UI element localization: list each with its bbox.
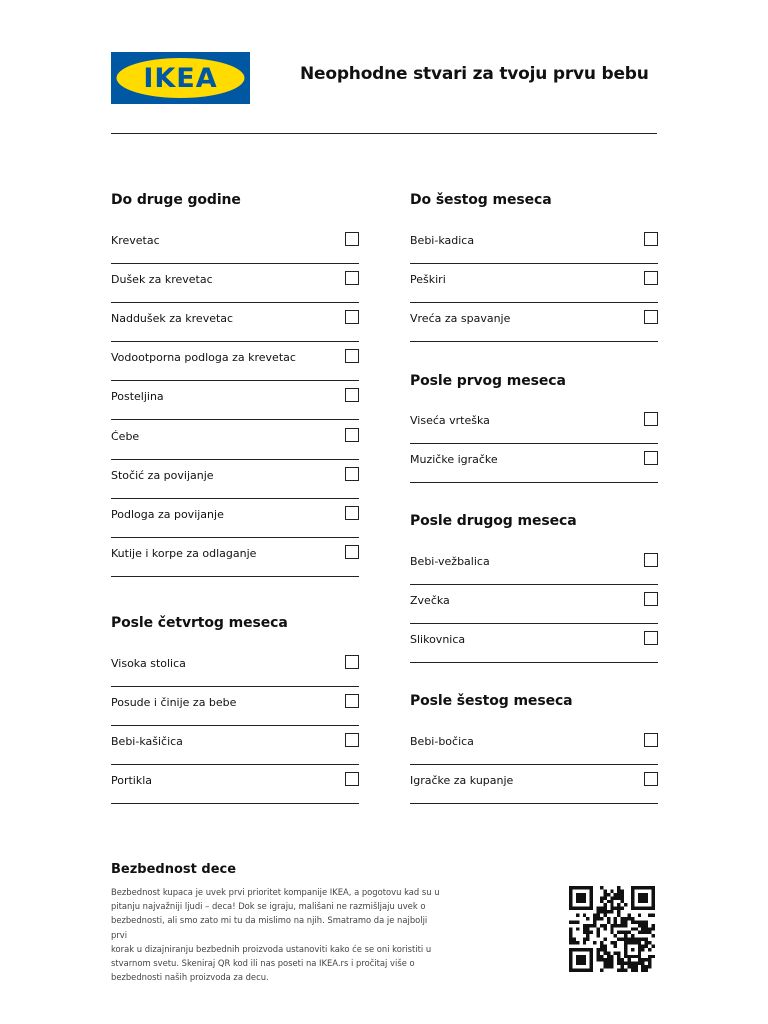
checkbox[interactable]: [644, 553, 658, 567]
checklist-item[interactable]: [410, 443, 658, 483]
checklist-item-label: Zvečka: [410, 594, 450, 607]
checklist-item[interactable]: [111, 459, 359, 499]
checkbox[interactable]: [345, 694, 359, 708]
checkbox[interactable]: [644, 451, 658, 465]
checkbox[interactable]: [644, 412, 658, 426]
checklist-item-label: Vreća za spavanje: [410, 312, 511, 325]
safety-title: Bezbednost dece: [111, 862, 237, 877]
qr-code-icon[interactable]: [568, 886, 656, 972]
section-title: Do druge godine: [111, 192, 241, 208]
checklist-item-label: Podloga za povijanje: [111, 508, 224, 521]
safety-line: bezbednosti, ali smo zato mi tu da mislimo na njih. Smatramo da je najbolji prvi: [111, 915, 428, 940]
checkbox[interactable]: [644, 631, 658, 645]
checklist-item-label: Portikla: [111, 774, 153, 787]
checklist-item-label: Krevetac: [111, 234, 160, 247]
checkbox[interactable]: [644, 733, 658, 747]
checkbox[interactable]: [345, 310, 359, 324]
safety-line: bezbednosti naših proizvoda za decu.: [111, 972, 269, 983]
checkbox[interactable]: [345, 232, 359, 246]
checklist-item[interactable]: [111, 302, 359, 342]
checkbox[interactable]: [345, 772, 359, 786]
section-title: Posle prvog meseca: [410, 373, 566, 389]
section-title: Posle četvrtog meseca: [111, 615, 288, 631]
checklist-item[interactable]: [111, 647, 359, 687]
safety-line: Bezbednost kupaca je uvek prvi prioritet kompanije IKEA, a pogotovu kad su u: [111, 887, 440, 897]
section-title: Do šestog meseca: [410, 192, 552, 208]
checklist-item[interactable]: [111, 380, 359, 420]
checklist-item[interactable]: [111, 764, 359, 804]
ikea-logo: [111, 52, 250, 104]
checklist-item[interactable]: [410, 224, 658, 264]
checkbox[interactable]: [345, 428, 359, 442]
checkbox[interactable]: [345, 733, 359, 747]
checklist-item-label: Bebi-kašičica: [111, 735, 183, 748]
checkbox[interactable]: [345, 349, 359, 363]
checkbox[interactable]: [345, 655, 359, 669]
checklist-item-label: Igračke za kupanje: [410, 774, 514, 787]
checklist-item-label: Posude i činije za bebe: [111, 696, 237, 709]
checklist-item[interactable]: [410, 302, 658, 342]
checklist-item-label: Vodootporna podloga za krevetac: [111, 351, 296, 364]
safety-line: pitanju najvažniji ljudi – deca! Dok se igraju, mališani ne razmišljaju uvek o: [111, 901, 426, 912]
checklist-item-label: Bebi-kadica: [410, 234, 475, 247]
checklist-item-label: Bebi-vežbalica: [410, 555, 490, 568]
checklist-item[interactable]: [111, 725, 359, 765]
checklist-item-label: Kutije i korpe za odlaganje: [111, 547, 257, 560]
svg-text:®: ®: [239, 64, 245, 71]
checklist-item-label: Peškiri: [410, 273, 446, 286]
checkbox[interactable]: [644, 592, 658, 606]
safety-paragraph: [111, 885, 441, 984]
checkbox[interactable]: [644, 271, 658, 285]
checklist-item-label: Slikovnica: [410, 633, 466, 646]
checkbox[interactable]: [644, 310, 658, 324]
checklist-item-label: Visoka stolica: [111, 657, 186, 670]
checkbox[interactable]: [644, 772, 658, 786]
ikea-logo-text: IKEA: [143, 63, 218, 94]
checklist-item-label: Dušek za krevetac: [111, 273, 213, 286]
checkbox[interactable]: [345, 545, 359, 559]
checklist-item[interactable]: [111, 537, 359, 577]
checklist-item-label: Stočić za povijanje: [111, 469, 214, 482]
checkbox[interactable]: [345, 467, 359, 481]
safety-line: stvarnom svetu. Skeniraj QR kod ili nas poseti na IKEA.rs i pročitaj više o: [111, 958, 415, 969]
section-title: Posle drugog meseca: [410, 513, 577, 529]
checkbox[interactable]: [345, 506, 359, 520]
checklist-item[interactable]: [111, 498, 359, 538]
page-title: Neophodne stvari za tvoju prvu bebu: [300, 64, 649, 84]
checklist-item[interactable]: [410, 623, 658, 663]
checklist-item[interactable]: [410, 764, 658, 804]
checklist-item-label: Naddušek za krevetac: [111, 312, 234, 325]
section-title: Posle šestog meseca: [410, 693, 573, 709]
checklist-item-label: Muzičke igračke: [410, 453, 498, 466]
checklist-item-label: Posteljina: [111, 390, 164, 403]
checkbox[interactable]: [345, 388, 359, 402]
checklist-item[interactable]: [111, 341, 359, 381]
safety-line: korak u dizajniranju bezbednih proizvoda ustanoviti kako će se oni koristiti u: [111, 943, 432, 954]
checklist-item[interactable]: [410, 545, 658, 585]
checkbox[interactable]: [644, 232, 658, 246]
checklist-item[interactable]: [410, 725, 658, 765]
checklist-item[interactable]: [410, 263, 658, 303]
checklist-item[interactable]: [111, 263, 359, 303]
header-divider: [111, 133, 657, 134]
checklist-item[interactable]: [111, 686, 359, 726]
checklist-item[interactable]: [410, 584, 658, 624]
checklist-item-label: Viseća vrteška: [410, 414, 490, 427]
checklist-item[interactable]: [410, 404, 658, 444]
checkbox[interactable]: [345, 271, 359, 285]
checklist-item[interactable]: [111, 420, 359, 460]
checklist-item-label: Bebi-bočica: [410, 735, 474, 748]
checklist-item-label: Ćebe: [111, 430, 140, 443]
checklist-item[interactable]: [111, 224, 359, 264]
